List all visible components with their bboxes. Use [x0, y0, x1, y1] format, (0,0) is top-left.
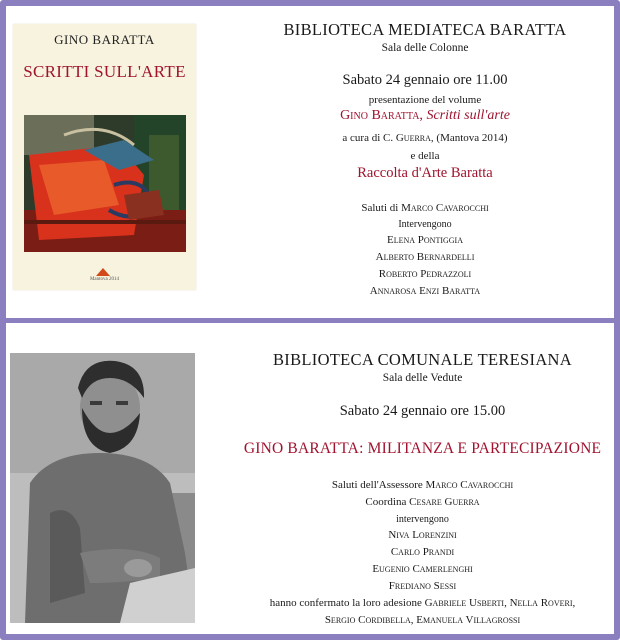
- event-2-speakers-label: intervengono: [396, 514, 449, 525]
- event-1-speaker: Annarosa Enzi Baratta: [369, 285, 481, 297]
- event-2-speaker: Frediano Sessi: [388, 580, 457, 592]
- book-author: GINO BARATTA: [54, 32, 155, 47]
- event-2-venue: BIBLIOTECA COMUNALE TERESIANA: [273, 350, 572, 369]
- event-1-intro: presentazione del volume: [368, 94, 482, 106]
- event-2-greetings: [225, 477, 620, 494]
- event-1-venue: BIBLIOTECA MEDIATECA BARATTA: [283, 20, 567, 39]
- event-2-datetime: Sabato 24 gennaio ore 15.00: [339, 403, 506, 419]
- event-2-title: GINO BARATTA: MILITANZA E PARTECIPAZIONE: [243, 440, 602, 457]
- event-1-speaker: Alberto Bernardelli: [375, 251, 475, 263]
- event-1-speaker: Elena Pontiggia: [386, 234, 464, 246]
- event-1-speaker: Roberto Pedrazzoli: [378, 268, 472, 280]
- portrait-photo: [10, 353, 195, 623]
- event-2-confirmed: [225, 595, 620, 612]
- event-2-greetings-name: Marco Cavarocchi: [425, 479, 514, 491]
- event-1-greetings-name: Marco Cavarocchi: [401, 202, 489, 214]
- book-title: SCRITTI SULL'ARTE: [23, 62, 186, 81]
- event-1-book-title: Scritti sull'arte: [426, 108, 510, 123]
- event-1-book-author: Gino Baratta,: [340, 108, 423, 123]
- event-2-greetings-prefix: Saluti dell'Assessore: [331, 479, 423, 491]
- event-2-room: Sala delle Vedute: [382, 372, 463, 384]
- event-1-greetings: [240, 200, 610, 217]
- event-1-book: [240, 108, 610, 124]
- event-1-and-of: e della: [410, 150, 440, 162]
- event-2-coord-name: Cesare Guerra: [409, 496, 480, 508]
- event-1-curator-prefix: a cura di: [342, 132, 381, 144]
- section-divider: [0, 318, 620, 323]
- event-2-coord-label: Coordina: [365, 496, 407, 508]
- event-2-confirmed-prefix: hanno confermato la loro adesione: [269, 597, 422, 609]
- event-1-speakers-label: Intervengono: [398, 219, 452, 230]
- event-1-datetime: Sabato 24 gennaio ore 11.00: [342, 72, 508, 88]
- event-2-confirmed-line1: Gabriele Usberti, Nella Roveri,: [424, 597, 576, 609]
- event-1-curator-suffix: , (Mantova 2014): [430, 132, 508, 144]
- event-2-speaker: Niva Lorenzini: [388, 529, 457, 541]
- publisher-logo: [96, 268, 110, 276]
- event-2-confirmed-line2: Sergio Cordibella, Emanuela Villagrossi: [324, 614, 521, 626]
- book-cover: [13, 24, 196, 290]
- event-2-coordinator: [225, 494, 620, 511]
- event-1-greetings-prefix: Saluti di: [361, 202, 399, 214]
- event-1-curator: [240, 130, 610, 147]
- event-1-curator-name: C. Guerra: [383, 132, 431, 144]
- book-publisher: Mantova 2014: [89, 277, 120, 282]
- event-1-room: Sala delle Colonne: [381, 42, 469, 54]
- cover-painting: [24, 115, 186, 252]
- event-2-speaker: Carlo Prandi: [390, 546, 455, 558]
- event-1-collection: Raccolta d'Arte Baratta: [357, 165, 493, 181]
- event-2-speaker: Eugenio Camerlenghi: [372, 563, 473, 575]
